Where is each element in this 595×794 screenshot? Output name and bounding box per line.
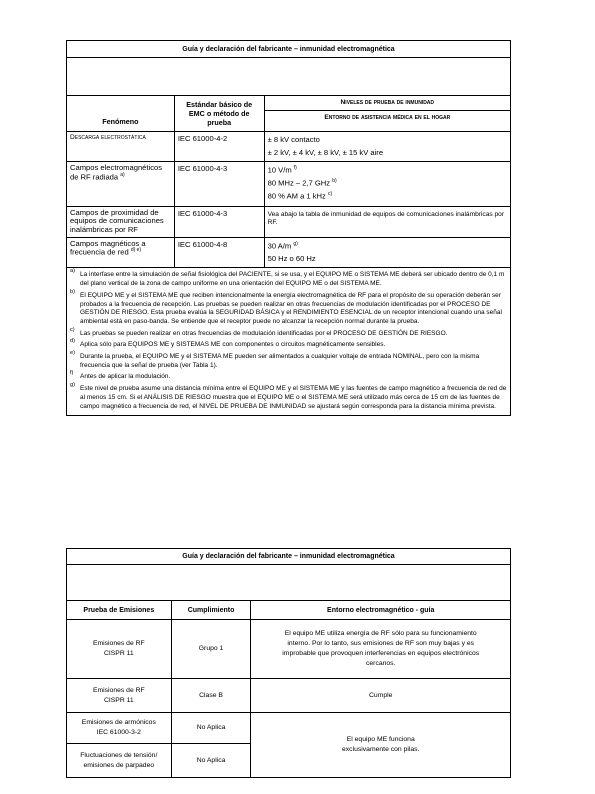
phenomenon-text: Campos electromagnéticos de RF radiada [70, 163, 163, 182]
footnote-mark: f) [70, 370, 74, 377]
level-line: Vea abajo la tabla de inmunidad de equipos de comunicaciones inalámbricas por RF. [267, 210, 505, 227]
guidance-cell: Cumple [251, 679, 511, 713]
footnote-mark: a) [70, 268, 75, 275]
footnotes-cell [67, 268, 511, 416]
emission-test-cell: Emisiones de armónicos IEC 61000-3-2 [67, 713, 172, 744]
footnote [70, 288, 507, 327]
phenomenon-cell [67, 237, 175, 268]
footnote [70, 370, 507, 382]
footnote-ref: f) [293, 165, 297, 172]
footnote [70, 382, 507, 411]
header-standard: Estándar básico de EMC o método de prueba [174, 96, 264, 132]
immunity-blank-row [67, 58, 511, 96]
level-line [268, 177, 507, 190]
level-line [268, 240, 507, 253]
level-text: 30 A/m [267, 241, 292, 251]
footnote [70, 326, 507, 339]
compliance-cell: No Aplica [171, 744, 251, 778]
level-line [268, 164, 507, 177]
footnote-ref: g) [293, 240, 298, 247]
footnote-ref: c) [327, 191, 333, 198]
footnote-text: Este nivel de prueba asume una distancia mínima entre el EQUIPO ME y el SISTEMA ME y las fuentes de campo magnético a frecuencia de red de al menos 15 cm. Si el ANÁLISIS DE RIESGO muestra que el EQUIPO ME o el SISTEMA ME será utilizado más cerca de 15 cm de las fuentes de campo magnético a frecuencia de red, el NIVEL DE PRUEBA DE INMUNIDAD se ajustará según corresponda para la distancia mínima prevista. [80, 385, 507, 410]
compliance-cell: No Aplica [171, 713, 251, 744]
level-cell [264, 132, 510, 162]
guidance-cell: El equipo ME funciona exclusivamente con pilas. [251, 713, 511, 778]
phenomenon-cell [67, 132, 175, 162]
header-environment: Entorno de asistencia médica en el hogar [264, 111, 510, 132]
standard-cell: IEC 61000-4-8 [174, 237, 264, 268]
phenomenon-cell [67, 162, 175, 206]
footnote-text: Las pruebas se pueden realizar en otras frecuencias de modulación identificadas por el PROCESO DE GESTIÓN DE RIESGO. [80, 329, 448, 337]
header-test-levels: Niveles de prueba de inmunidad [264, 96, 510, 111]
header-emission-test: Prueba de Emisiones [67, 601, 172, 620]
level-text: 10 V/m [267, 165, 292, 175]
footnote-mark: d) [70, 338, 75, 345]
level-cell [264, 162, 510, 206]
footnote-text: La interfase entre la simulación de señal fisiológica del PACIENTE, si se usa, y el EQUIPO ME o SISTEMA ME deberá ser ubicado dentro de 0,1 m del plano vertical de la zona de campo uniforme en una orientación del EQUIPO ME o del SISTEMA ME. [80, 271, 505, 288]
level-line: ± 2 kV, ± 4 kV, ± 8 kV, ± 15 kV aire [267, 147, 384, 157]
footnote-mark: c) [70, 326, 75, 333]
level-line [268, 190, 507, 203]
footnote-ref: a) [120, 171, 125, 178]
emissions-table-title: Guía y declaración del fabricante – inmunidad electromagnética [67, 549, 511, 565]
level-text: 80 MHz – 2,7 GHz [267, 178, 331, 188]
level-line: ± 8 kV contacto [267, 135, 320, 144]
standard-cell: IEC 61000-4-3 [174, 206, 264, 237]
footnote [70, 338, 507, 350]
immunity-row [67, 206, 511, 237]
footnote [70, 350, 507, 370]
phenomenon-cell [67, 206, 175, 237]
immunity-row [67, 237, 511, 268]
immunity-row [67, 132, 511, 162]
footnote-text: Aplica sólo para EQUIPOS ME y SISTEMAS ME con componentes o circuitos magnéticamente sensibles. [80, 341, 386, 349]
footnote-mark: b) [70, 288, 75, 295]
footnote-text: El EQUIPO ME y el SISTEMA ME que reciben intencionalmente la energía electromagnética de RF para el propósito de su operación deberán ser probados a la frecuencia de recepción. Las pruebas se pueden realizar en otras frecuencias de modulación identificadas por el PROCESO DE GESTIÓN DE RIESGO. Esta prueba evalúa la SEGURIDAD BÁSICA y el RENDIMIENTO ESENCIAL de un receptor intencional cuando una señal ambiental está en paso-banda. Se entiende que el receptor puede no alcanzar la recepción normal durante la prueba. [80, 291, 502, 325]
footnote-text: Antes de aplicar la modulación. [80, 373, 171, 381]
emissions-row [67, 679, 511, 713]
emissions-row [67, 620, 511, 679]
guidance-cell: El equipo ME utiliza energía de RF sólo para su funcionamiento interno. Por lo tanto, sus emisiones de RF son muy bajas y es improbable que provoquen interferencias en equipos electrónicos cercanos. [251, 620, 511, 679]
phenomenon-text: Campos magnéticos a frecuencia de red [70, 238, 146, 257]
header-compliance: Cumplimiento [171, 601, 251, 620]
footnote-ref: b) [332, 178, 337, 185]
immunity-row [67, 162, 511, 206]
level-cell [264, 237, 510, 268]
standard-cell: IEC 61000-4-3 [174, 162, 264, 206]
level-text: 80 % AM a 1 kHz [267, 191, 326, 201]
footnote-ref: d) e) [130, 247, 142, 254]
footnote-mark: g) [70, 382, 75, 389]
phenomenon-text: Campos de proximidad de equipos de comunicaciones inalámbricas por RF [70, 207, 164, 234]
emission-test-cell: Emisiones de RF CISPR 11 [67, 679, 172, 713]
level-line: 50 Hz o 60 Hz [267, 253, 316, 263]
compliance-cell: Grupo 1 [171, 620, 251, 679]
phenomenon-text: Descarga electrostática [70, 134, 146, 141]
level-cell [264, 206, 510, 237]
compliance-cell: Clase B [171, 679, 251, 713]
emission-test-cell: Emisiones de RF CISPR 11 [67, 620, 172, 679]
standard-cell: IEC 61000-4-2 [174, 132, 264, 162]
immunity-table [66, 40, 511, 416]
emissions-blank-row [67, 565, 511, 601]
emissions-row [67, 713, 511, 744]
emission-test-cell: Fluctuaciones de tensión/ emisiones de parpadeo [67, 744, 172, 778]
immunity-table-title: Guía y declaración del fabricante – inmunidad electromagnética [67, 41, 511, 58]
footnote-text: Durante la prueba, el EQUIPO ME y el SISTEMA ME pueden ser alimentados a cualquier voltaje de entrada NOMINAL, pero con la misma frecuencia que la señal de prueba (ver Tabla 1). [80, 353, 480, 369]
header-guidance: Entorno electromagnético - guía [251, 601, 511, 620]
footnote-mark: e) [70, 350, 75, 357]
emissions-table [66, 548, 511, 778]
footnote [70, 268, 507, 288]
header-phenomenon: Fenómeno [67, 96, 175, 132]
